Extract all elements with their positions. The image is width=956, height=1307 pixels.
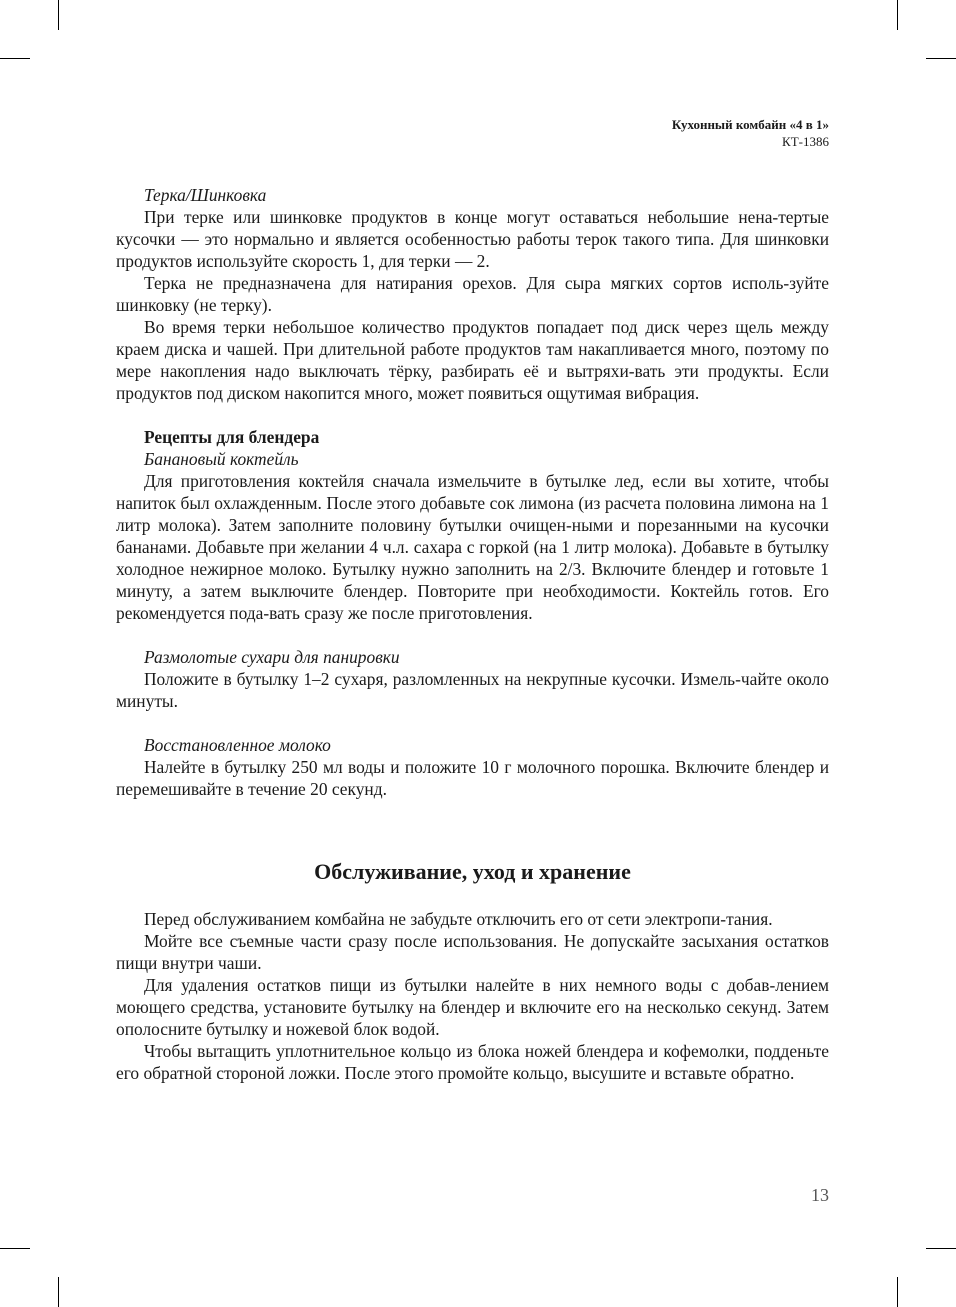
crop-mark-bottom-left-horizontal [0,1248,30,1249]
crop-mark-top-right-vertical [897,0,898,30]
page-content [116,184,829,1084]
grater-paragraph-3: Во время терки небольшое количество продуктов попадает под диск через щель между краем диска и чашей. При длительной работе продуктов там накапливается много, поэтому по мере накопления надо выключать тёрку, разбирать её и вытряхи-вать эти продукты. Если продуктов под диском накопится много, может появиться ощутимая вибрация. [116,317,829,403]
grater-title: Терка/Шинковка [144,185,267,205]
care-paragraph-4: Чтобы вытащить уплотнительное кольцо из блока ножей блендера и кофемолки, подденьте его обратной стороной ложки. После этого промойте кольцо, высушите и вставьте обратно. [116,1041,829,1083]
header-model: КТ-1386 [782,134,829,149]
banana-title: Банановый коктейль [144,449,299,469]
crop-mark-top-right-horizontal [926,58,956,59]
crumbs-text: Положите в бутылку 1–2 сухаря, разломленных на некрупные кусочки. Измель-чайте около минуты. [116,669,829,711]
banana-text: Для приготовления коктейля сначала измельчите в бутылке лед, если вы хотите, чтобы напиток был охлажденным. После этого добавьте сок лимона (из расчета половина лимона на 1 литр молока). Затем заполните половину бутылки очищен-ными и порезанными на кусочки бананами. Добавьте при желании 4 ч.л. сахара с горкой (на 1 литр молока). Добавьте в бутылку холодное нежирное молоко. Бутылку нужно заполнить на 2/3. Включите блендер и готовьте 1 минуту, а затем выключите блендер. Повторите при необходимости. Коктейль готов. Его рекомендуется пода-вать сразу же после приготовления. [116,471,829,623]
recipes-title: Рецепты для блендера [144,427,320,447]
crop-mark-bottom-left-vertical [58,1277,59,1307]
crumbs-title: Размолотые сухари для панировки [144,647,400,667]
crop-mark-bottom-right-vertical [897,1277,898,1307]
grater-paragraph-1: При терке или шинковке продуктов в конце могут оставаться небольшие нена-тертые кусочки — это нормально и является особенностью работы терок такого типа. Для шинковки продуктов используйте скорость 1, для терки — 2. [116,207,829,271]
milk-text: Налейте в бутылку 250 мл воды и положите 10 г молочного порошка. Включите блендер и перемешивайте в течение 20 секунд. [116,757,829,799]
crop-mark-top-left-horizontal [0,58,30,59]
care-section-title: Обслуживание, уход и хранение [314,859,631,884]
grater-paragraph-2: Терка не предназначена для натирания орехов. Для сыра мягких сортов исполь-зуйте шинковку (не терку). [116,273,829,315]
crop-mark-bottom-right-horizontal [926,1248,956,1249]
milk-title: Восстановленное молоко [144,735,331,755]
running-header [672,116,829,150]
page-number: 13 [811,1185,829,1205]
crop-mark-top-left-vertical [58,0,59,30]
care-paragraph-1: Перед обслуживанием комбайна не забудьте отключить его от сети электропи-тания. [144,909,773,929]
care-paragraph-3: Для удаления остатков пищи из бутылки налейте в них немного воды с добав-лением моющего средства, установите бутылку на блендер и включите его на несколько секунд. Затем ополосните бутылку и ножевой блок водой. [116,975,829,1039]
header-product: Кухонный комбайн «4 в 1» [671,117,829,132]
care-paragraph-2: Мойте все съемные части сразу после использования. Не допускайте засыхания остатков пищи внутри чаши. [116,931,829,973]
